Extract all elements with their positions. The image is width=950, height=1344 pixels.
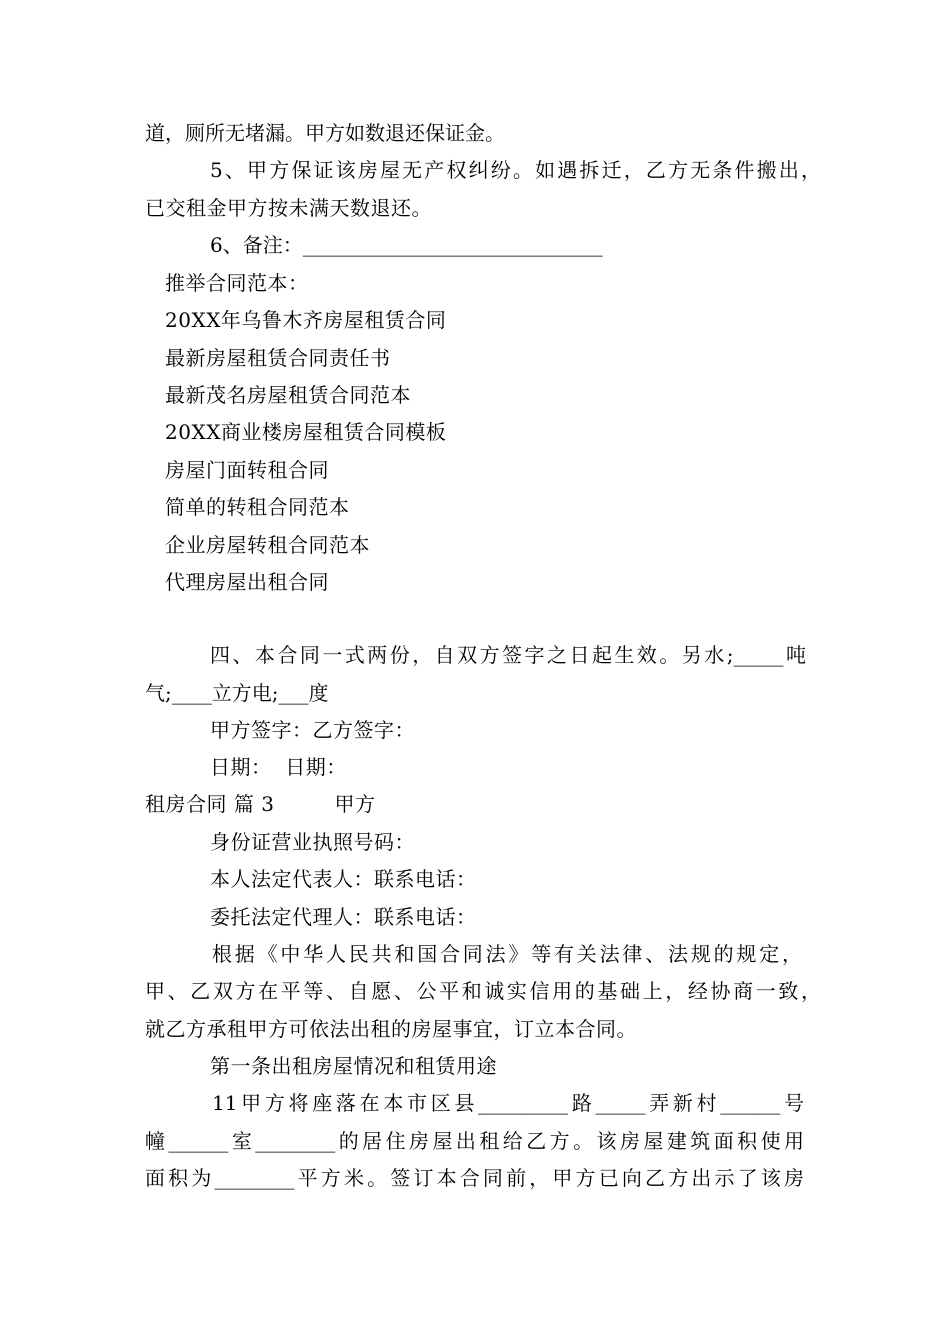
paragraph-line: 甲、乙双方在平等、自愿、公平和诚实信用的基础上，经协商一致， xyxy=(145,979,821,1003)
recommended-link[interactable]: 简单的转租合同范本 xyxy=(165,495,350,519)
recommended-link[interactable]: 最新茂名房屋租赁合同范本 xyxy=(165,383,411,407)
paragraph-line: 就乙方承租甲方可依法出租的房屋事宜，订立本合同。 xyxy=(145,1017,637,1041)
paragraph-line: 四、本合同一式两份，自双方签字之日起生效。另水;_____吨 xyxy=(210,643,806,667)
paragraph-line: 气;____立方电;___度 xyxy=(145,681,329,705)
paragraph-line: 面积为________平方米。签订本合同前，甲方已向乙方出示了该房 xyxy=(145,1166,804,1190)
paragraph-line: 根据《中华人民共和国合同法》等有关法律、法规的规定， xyxy=(212,942,802,966)
paragraph-line: 11甲方将座落在本市区县_________路_____弄新村______号 xyxy=(212,1091,804,1115)
date-line: 日期： 日期： xyxy=(210,755,347,779)
recommended-link[interactable]: 20XX年乌鲁木齐房屋租赁合同 xyxy=(165,308,447,332)
party-a-label: 甲方 xyxy=(334,792,376,816)
form-field-line: 委托法定代理人：联系电话： xyxy=(210,905,477,929)
remarks-field: 6、备注：______________________________ xyxy=(210,233,603,257)
recommended-link[interactable]: 代理房屋出租合同 xyxy=(165,570,329,594)
paragraph-line: 道，厕所无堵漏。甲方如数退还保证金。 xyxy=(145,121,505,145)
section-title: 租房合同 篇 3 xyxy=(145,792,275,816)
form-field-line: 本人法定代表人：联系电话： xyxy=(210,867,477,891)
recommended-link[interactable]: 最新房屋租赁合同责任书 xyxy=(165,346,391,370)
paragraph-line: 5、甲方保证该房屋无产权纠纷。如遇拆迁，乙方无条件搬出， xyxy=(210,158,821,182)
signature-line: 甲方签字：乙方签字： xyxy=(210,718,415,742)
recommended-heading: 推举合同范本： xyxy=(165,271,309,295)
form-field-line: 身份证营业执照号码： xyxy=(210,830,415,854)
section-heading xyxy=(145,792,375,816)
paragraph-line: 幢______室________的居住房屋出租给乙方。该房屋建筑面积使用 xyxy=(145,1129,804,1153)
article-heading: 第一条出租房屋情况和租赁用途 xyxy=(210,1054,497,1078)
recommended-link[interactable]: 20XX商业楼房屋租赁合同模板 xyxy=(165,420,447,444)
recommended-link[interactable]: 房屋门面转租合同 xyxy=(165,458,329,482)
paragraph-line: 已交租金甲方按未满天数退还。 xyxy=(145,196,432,220)
recommended-link[interactable]: 企业房屋转租合同范本 xyxy=(165,533,370,557)
